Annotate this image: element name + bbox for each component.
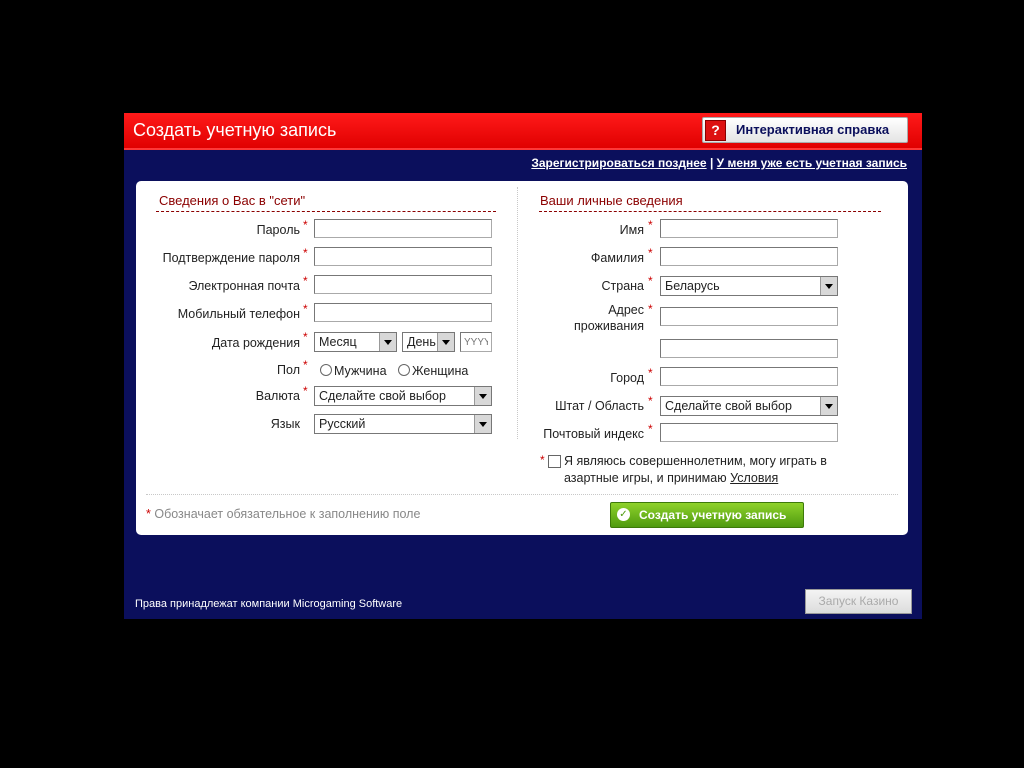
- password-input[interactable]: [314, 219, 492, 238]
- terms-line2: азартные игры, и принимаю: [564, 471, 727, 485]
- address-line2-input[interactable]: [660, 339, 838, 358]
- required-star: *: [146, 507, 151, 521]
- required-star: *: [303, 302, 308, 316]
- country-select[interactable]: [660, 276, 838, 296]
- chevron-down-icon: [820, 277, 837, 295]
- personal-section-title: Ваши личные сведения: [540, 193, 683, 208]
- city-input[interactable]: [660, 367, 838, 386]
- gender-female-label: Женщина: [412, 364, 469, 378]
- terms-link[interactable]: Условия: [730, 471, 779, 485]
- chevron-down-icon: [820, 397, 837, 415]
- postal-label: Почтовый индекс: [543, 427, 644, 441]
- language-label: Язык: [270, 417, 300, 431]
- state-select[interactable]: [660, 396, 838, 416]
- required-star: *: [303, 384, 308, 398]
- required-star: *: [303, 358, 308, 372]
- first-name-input[interactable]: [660, 219, 838, 238]
- form-panel: [136, 181, 908, 535]
- required-star: *: [648, 394, 653, 408]
- password-label: Пароль: [256, 223, 300, 237]
- required-note-text: Обозначает обязательное к заполнению поле: [154, 507, 421, 521]
- birth-day-value: День: [407, 335, 436, 349]
- required-note: [146, 507, 420, 521]
- currency-select[interactable]: [314, 386, 492, 406]
- password-confirm-label: Подтверждение пароля: [162, 251, 300, 265]
- gender-female-radio[interactable]: [398, 364, 410, 376]
- required-star: *: [540, 453, 545, 467]
- footer-divider: [146, 494, 898, 495]
- required-star: *: [303, 330, 308, 344]
- registration-window: [124, 113, 922, 619]
- terms-text: [564, 453, 827, 487]
- birth-year-input[interactable]: [460, 332, 492, 352]
- required-star: *: [648, 218, 653, 232]
- gender-male-label: Мужчина: [334, 364, 387, 378]
- address-label-2: проживания: [574, 319, 644, 333]
- chevron-down-icon: [474, 415, 491, 433]
- language-value: Русский: [319, 417, 366, 431]
- create-account-label: Создать учетную запись: [639, 508, 787, 522]
- chevron-down-icon: [379, 333, 396, 351]
- mobile-label: Мобильный телефон: [177, 307, 300, 321]
- first-name-label: Имя: [619, 223, 644, 237]
- top-links: [531, 156, 907, 170]
- password-confirm-input[interactable]: [314, 247, 492, 266]
- last-name-label: Фамилия: [590, 251, 644, 265]
- required-star: *: [648, 246, 653, 260]
- birth-month-select[interactable]: [314, 332, 397, 352]
- terms-line1: Я являюсь совершеннолетним, могу играть в: [564, 454, 827, 468]
- create-account-button[interactable]: [610, 502, 804, 528]
- mobile-input[interactable]: [314, 303, 492, 322]
- required-star: *: [648, 302, 653, 316]
- birthdate-label: Дата рождения: [211, 336, 300, 350]
- address-label: Адрес: [608, 303, 644, 317]
- email-input[interactable]: [314, 275, 492, 294]
- online-section-title: Сведения о Вас в "сети": [159, 193, 306, 208]
- currency-value: Сделайте свой выбор: [319, 389, 446, 403]
- state-value: Сделайте свой выбор: [665, 399, 792, 413]
- gender-label: Пол: [277, 363, 300, 377]
- window-title: Создать учетную запись: [133, 120, 337, 140]
- state-label: Штат / Область: [555, 399, 644, 413]
- terms-checkbox[interactable]: [548, 455, 561, 468]
- required-star: *: [303, 218, 308, 232]
- postal-input[interactable]: [660, 423, 838, 442]
- last-name-input[interactable]: [660, 247, 838, 266]
- language-select[interactable]: [314, 414, 492, 434]
- country-value: Беларусь: [665, 279, 720, 293]
- copyright-text: Права принадлежат компании Microgaming Software: [135, 598, 403, 610]
- birth-day-select[interactable]: [402, 332, 455, 352]
- required-star: *: [303, 246, 308, 260]
- chevron-down-icon: [474, 387, 491, 405]
- launch-casino-button[interactable]: Запуск Казино: [805, 589, 912, 614]
- gender-male-radio[interactable]: [320, 364, 332, 376]
- required-star: *: [648, 422, 653, 436]
- required-star: *: [303, 274, 308, 288]
- birth-month-value: Месяц: [319, 335, 357, 349]
- online-section-divider: [156, 211, 496, 212]
- address-line1-input[interactable]: [660, 307, 838, 326]
- country-label: Страна: [601, 279, 644, 293]
- email-label: Электронная почта: [188, 279, 300, 293]
- required-star: *: [648, 366, 653, 380]
- have-account-link[interactable]: У меня уже есть учетная запись: [716, 156, 907, 170]
- currency-label: Валюта: [255, 389, 300, 403]
- title-bar: [124, 113, 922, 150]
- register-later-link[interactable]: Зарегистрироваться позднее: [531, 156, 707, 170]
- interactive-help-button[interactable]: [702, 117, 908, 143]
- help-icon: ?: [705, 120, 726, 141]
- checkmark-icon: ✓: [617, 508, 630, 521]
- help-button-label: Интерактивная справка: [736, 122, 890, 137]
- city-label: Город: [610, 371, 644, 385]
- required-star: *: [648, 274, 653, 288]
- links-separator: |: [709, 156, 714, 170]
- personal-section-divider: [539, 211, 881, 212]
- section-separator: [517, 187, 518, 439]
- chevron-down-icon: [437, 333, 454, 351]
